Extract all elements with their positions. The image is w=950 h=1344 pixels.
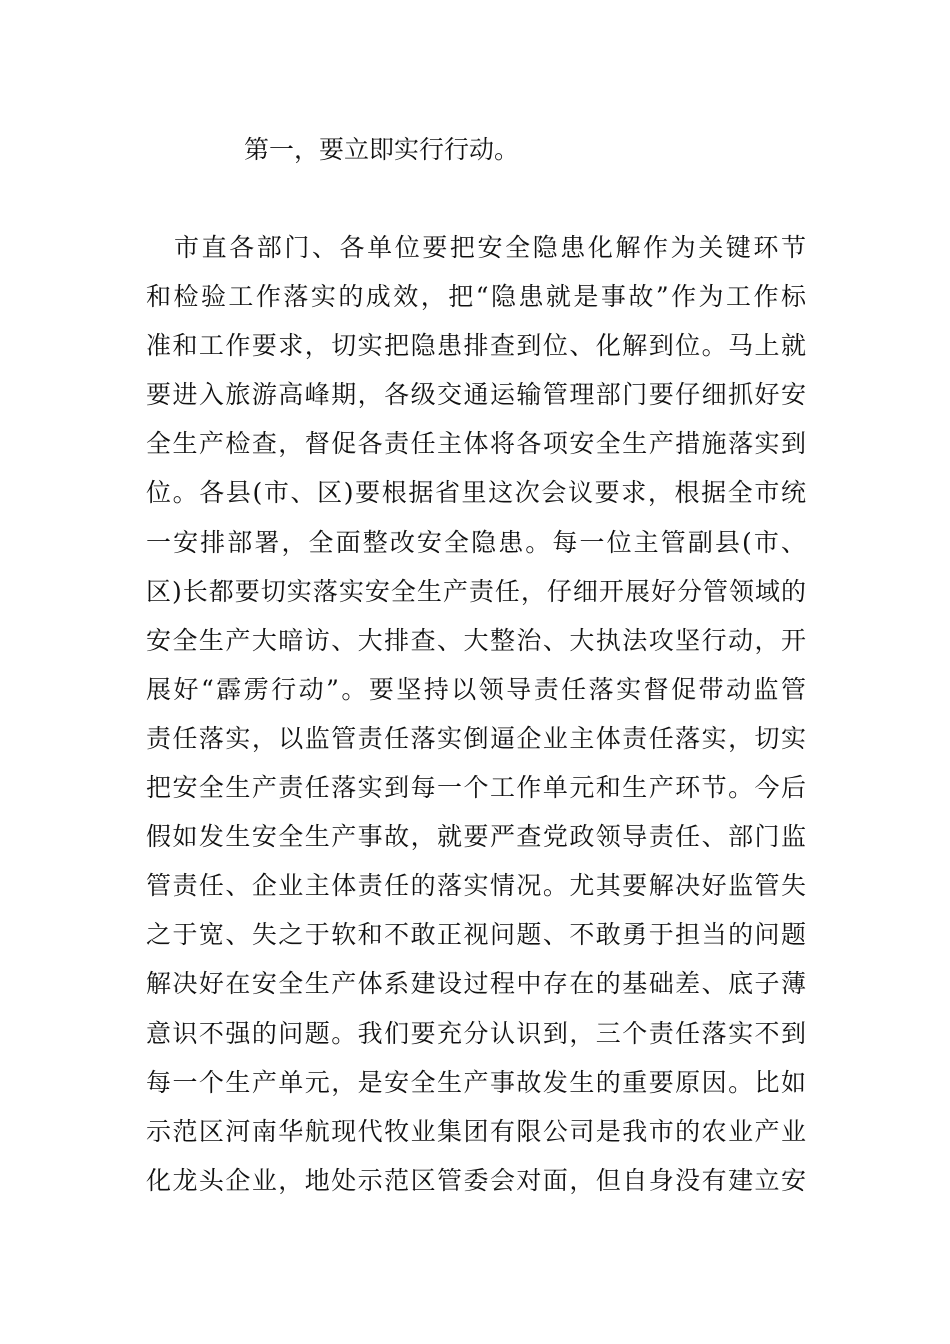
paragraph-line: 安全生产大暗访、大排查、大整治、大执法攻坚行动，开 xyxy=(146,625,806,655)
paragraph-line: 假如发生安全生产事故，就要严查党政领导责任、部门监 xyxy=(146,822,806,852)
paragraph-line: 全生产检查，督促各责任主体将各项安全生产措施落实到 xyxy=(146,429,806,459)
paragraph-line: 一安排部署，全面整改安全隐患。每一位主管副县(市、 xyxy=(146,527,806,557)
paragraph-line: 示范区河南华航现代牧业集团有限公司是我市的农业产业 xyxy=(146,1116,806,1146)
paragraph-line: 之于宽、失之于软和不敢正视问题、不敢勇于担当的问题 xyxy=(146,920,806,950)
section-heading: 第一，要立即实行行动。 xyxy=(244,135,520,164)
paragraph-line: 管责任、企业主体责任的落实情况。尤其要解决好监管失 xyxy=(146,871,806,901)
paragraph-line: 化龙头企业，地处示范区管委会对面，但自身没有建立安 xyxy=(146,1165,806,1195)
paragraph-line: 准和工作要求，切实把隐患排查到位、化解到位。马上就 xyxy=(146,331,806,361)
paragraph-line: 责任落实，以监管责任落实倒逼企业主体责任落实，切实 xyxy=(146,723,806,753)
body-paragraph xyxy=(146,229,806,1211)
paragraph-line: 意识不强的问题。我们要充分认识到，三个责任落实不到 xyxy=(146,1018,806,1048)
paragraph-line: 和检验工作落实的成效，把“隐患就是事故”作为工作标 xyxy=(146,282,806,312)
paragraph-line: 解决好在安全生产体系建设过程中存在的基础差、底子薄 xyxy=(146,969,806,999)
paragraph-line: 把安全生产责任落实到每一个工作单元和生产环节。今后 xyxy=(146,773,806,803)
paragraph-line: 要进入旅游高峰期，各级交通运输管理部门要仔细抓好安 xyxy=(146,380,806,410)
paragraph-line: 展好“霹雳行动”。要坚持以领导责任落实督促带动监管 xyxy=(146,674,806,704)
paragraph-line: 每一个生产单元，是安全生产事故发生的重要原因。比如 xyxy=(146,1067,806,1097)
paragraph-line: 区)长都要切实落实安全生产责任，仔细开展好分管领域的 xyxy=(146,576,806,606)
paragraph-line: 市直各部门、各单位要把安全隐患化解作为关键环节 xyxy=(174,233,806,262)
paragraph-line: 位。各县(市、区)要根据省里这次会议要求，根据全市统 xyxy=(146,478,806,508)
